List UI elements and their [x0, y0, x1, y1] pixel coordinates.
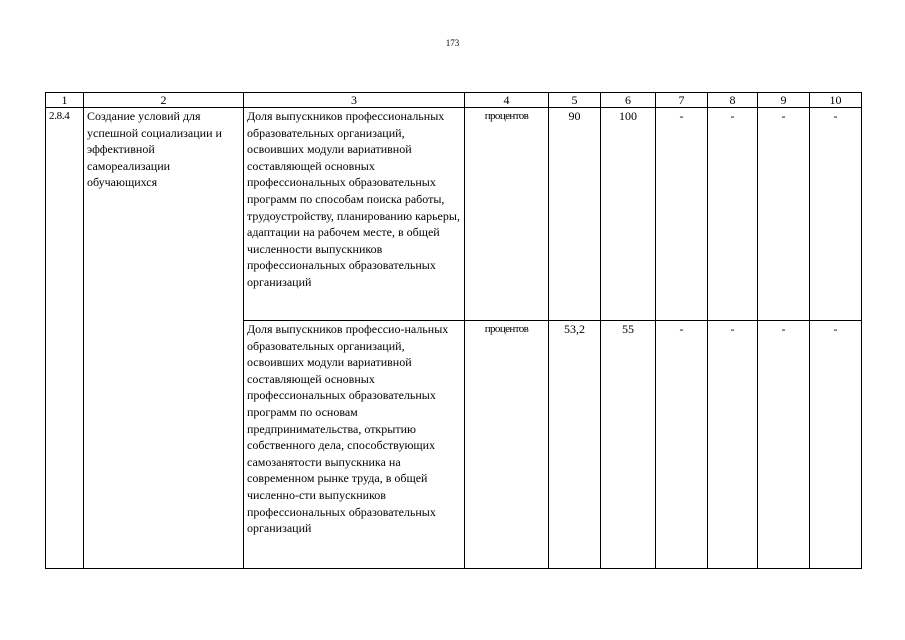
column-header: 2 [84, 93, 244, 108]
indicator-text: Доля выпускников профессио-нальных образовательных организаций, освоивших модули вариативной составляющей основных профессиональных образовательных программ по основам предпринимательства, открытию собственного дела, способствующих самозанятости выпускника на современном рынке труда, в общей численно-сти выпускников профессиональных образовательных организаций [244, 321, 465, 569]
section-number: 2.8.4 [46, 108, 84, 569]
column-header: 8 [708, 93, 758, 108]
value-cell: 53,2 [549, 321, 601, 569]
section-name: Создание условий для успешной социализации и эффективной самореализации обучающихся [84, 108, 244, 569]
value-cell: - [656, 321, 708, 569]
value-cell: - [758, 321, 810, 569]
column-header: 1 [46, 93, 84, 108]
value-cell: - [810, 108, 862, 321]
value-cell: 55 [601, 321, 656, 569]
column-header: 4 [465, 93, 549, 108]
column-header: 10 [810, 93, 862, 108]
column-header: 6 [601, 93, 656, 108]
unit-cell: процентов [465, 108, 549, 321]
value-cell: - [810, 321, 862, 569]
unit-cell: процентов [465, 321, 549, 569]
column-header: 9 [758, 93, 810, 108]
page-number: 173 [445, 38, 460, 48]
value-cell: - [708, 321, 758, 569]
column-header: 3 [244, 93, 465, 108]
column-header: 5 [549, 93, 601, 108]
value-cell: - [758, 108, 810, 321]
value-cell: - [708, 108, 758, 321]
value-cell: 90 [549, 108, 601, 321]
indicator-text: Доля выпускников профессиональных образовательных организаций, освоивших модули вариативной составляющей основных профессиональных образовательных программ по способам поиска работы, трудоустройству, планированию карьеры, адаптации на рабочем месте, в общей численности выпускников профессиональных образовательных организаций [244, 108, 465, 321]
table-header-row [46, 93, 862, 108]
table-row [46, 108, 862, 321]
column-header: 7 [656, 93, 708, 108]
value-cell: - [656, 108, 708, 321]
value-cell: 100 [601, 108, 656, 321]
data-table [45, 92, 862, 569]
